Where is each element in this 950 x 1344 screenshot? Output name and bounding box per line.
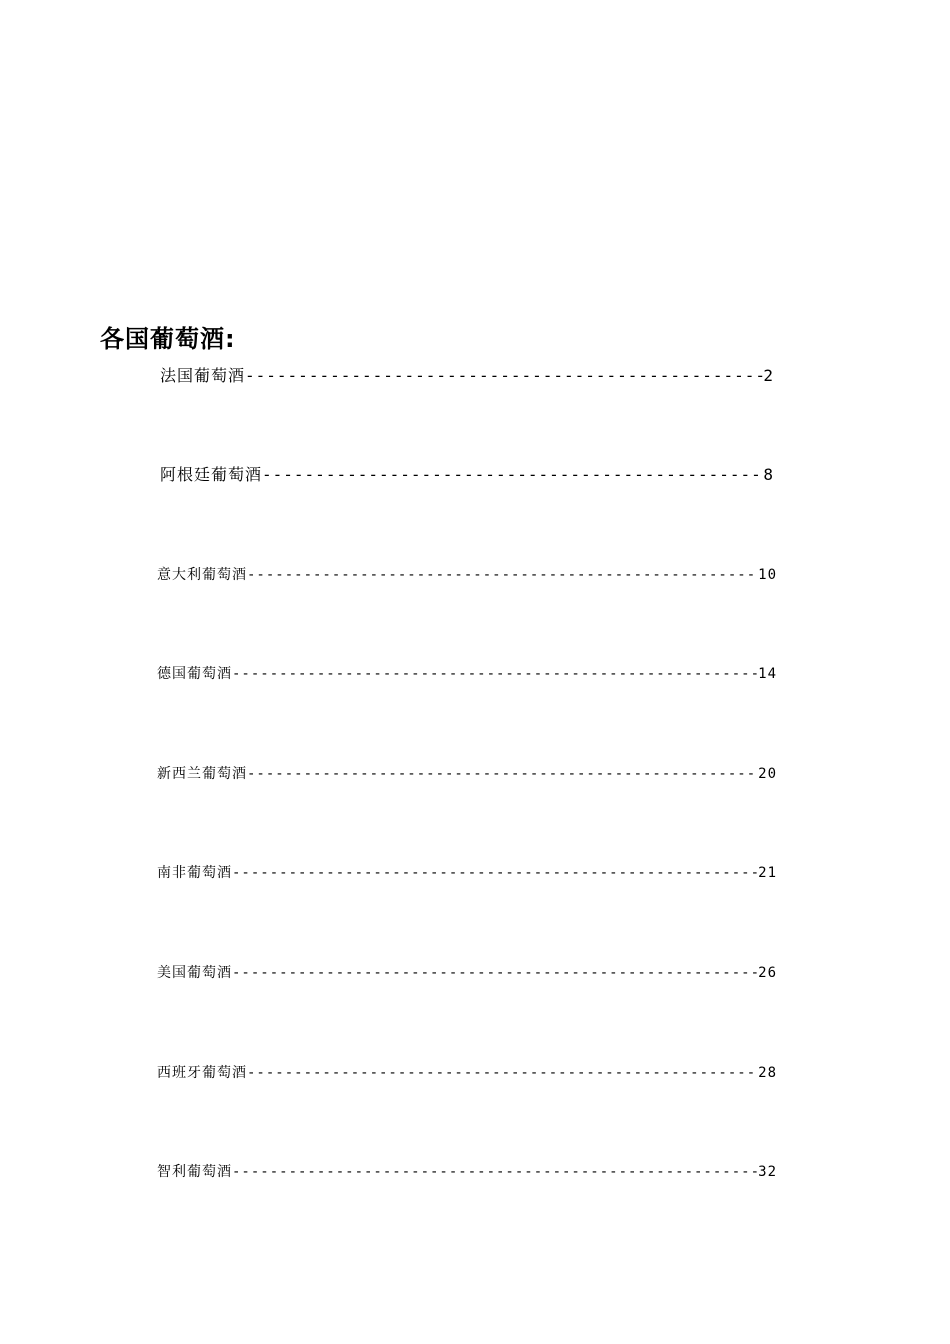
toc-page-number: 20 — [758, 766, 777, 782]
toc-dot-leader — [247, 564, 758, 586]
toc-page-number: 14 — [758, 666, 777, 682]
toc-entry-label: 智利葡萄酒 — [157, 1164, 232, 1180]
toc-entry-new-zealand[interactable] — [157, 763, 777, 785]
toc-dot-leader — [232, 1161, 758, 1183]
toc-page-number: 32 — [758, 1164, 777, 1180]
toc-dot-leader — [232, 663, 758, 685]
toc-page-number: 8 — [763, 465, 774, 484]
toc-dot-leader — [247, 763, 758, 785]
toc-entry-chile[interactable] — [157, 1161, 777, 1183]
toc-entry-spain[interactable] — [157, 1062, 777, 1084]
toc-entry-italy[interactable] — [157, 564, 777, 586]
toc-title: 各国葡萄酒: — [100, 325, 236, 353]
toc-entry-south-africa[interactable] — [157, 862, 777, 884]
toc-entry-label: 德国葡萄酒 — [157, 666, 232, 682]
toc-dot-leader — [262, 463, 763, 487]
toc-entry-label: 美国葡萄酒 — [157, 965, 232, 981]
toc-entry-label: 阿根廷葡萄酒 — [160, 465, 263, 484]
toc-entry-argentina[interactable] — [160, 463, 774, 487]
toc-entry-label: 南非葡萄酒 — [157, 865, 232, 881]
toc-page-number: 26 — [758, 965, 777, 981]
toc-entry-label: 新西兰葡萄酒 — [157, 766, 247, 782]
toc-page-number: 10 — [758, 567, 777, 583]
toc-page-number: 21 — [758, 865, 777, 881]
toc-entry-label: 法国葡萄酒 — [160, 366, 246, 385]
toc-page-number: 28 — [758, 1065, 777, 1081]
toc-entry-france[interactable] — [160, 364, 774, 388]
toc-entry-label: 意大利葡萄酒 — [157, 567, 247, 583]
toc-dot-leader — [232, 962, 758, 984]
toc-dot-leader — [247, 1062, 758, 1084]
toc-dot-leader — [245, 364, 763, 388]
toc-page-number: 2 — [763, 366, 774, 385]
toc-entry-label: 西班牙葡萄酒 — [157, 1065, 247, 1081]
toc-entry-usa[interactable] — [157, 962, 777, 984]
toc-dot-leader — [232, 862, 758, 884]
toc-entry-germany[interactable] — [157, 663, 777, 685]
